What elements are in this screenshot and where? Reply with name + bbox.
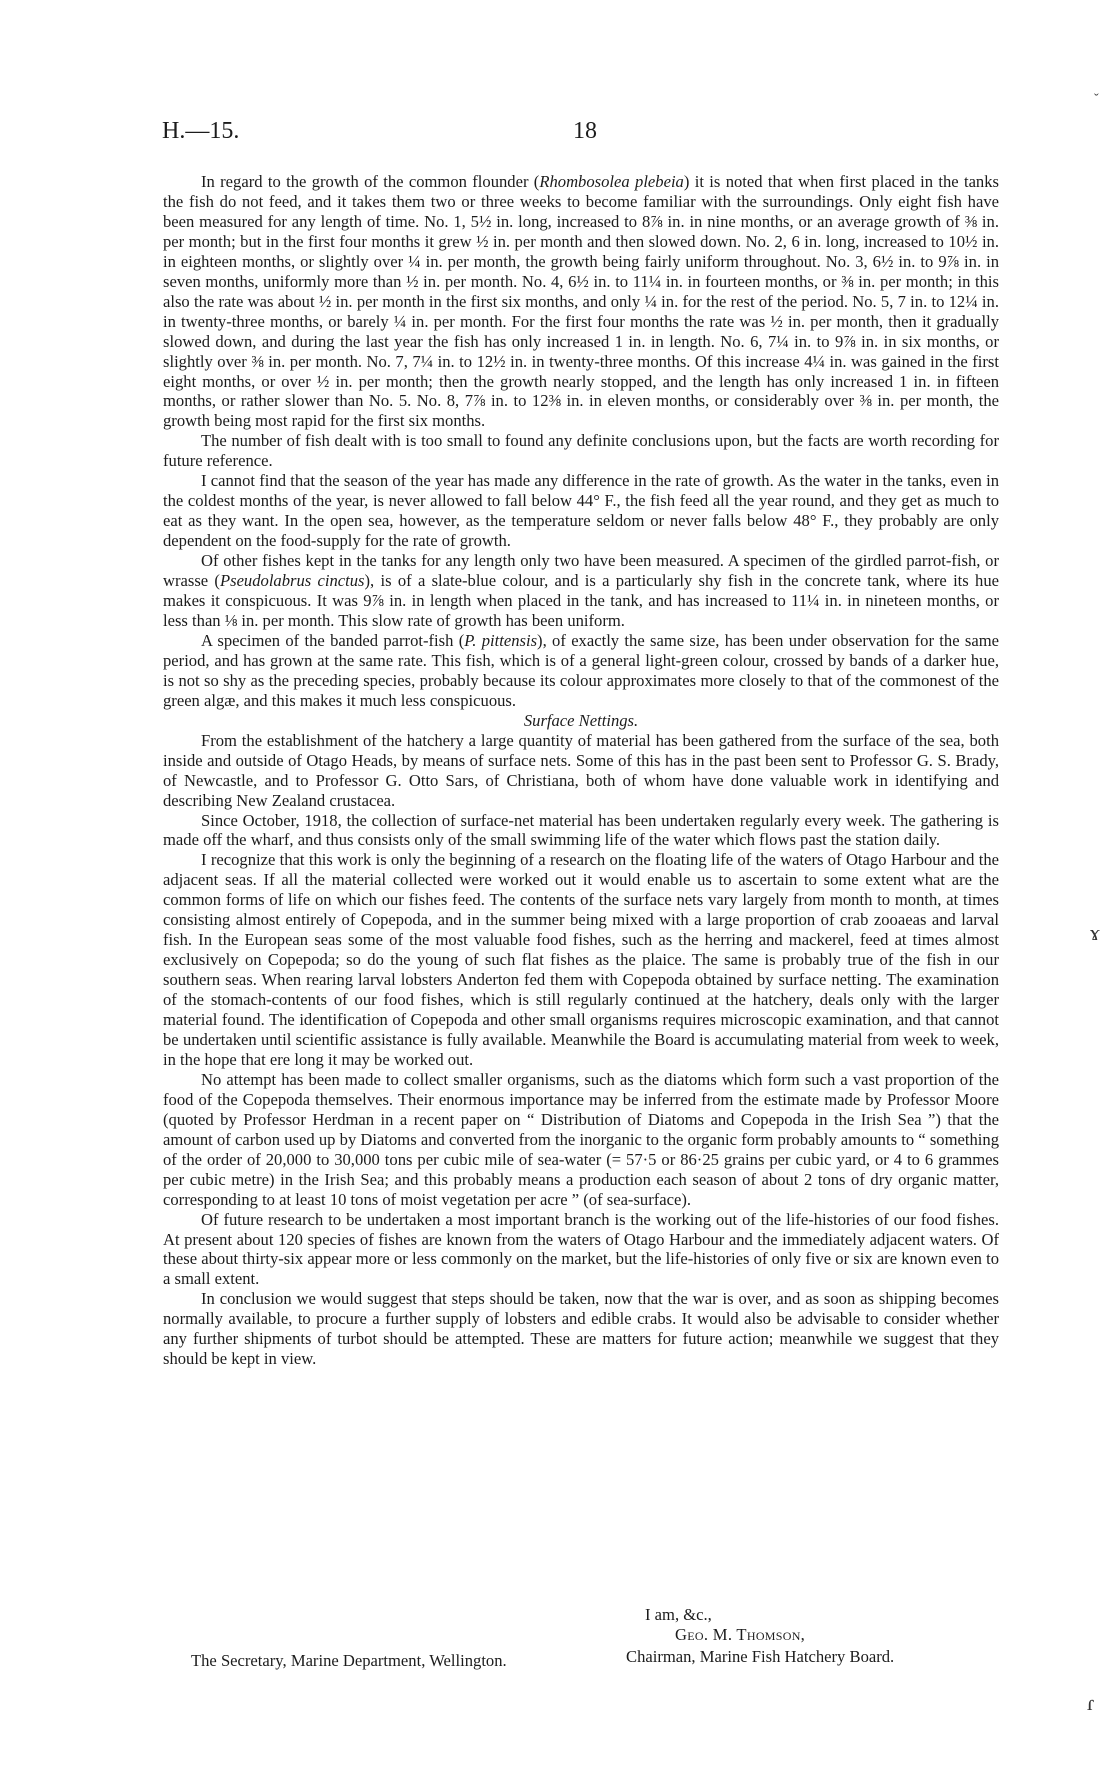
paragraph-text: ) it is noted that when first placed in the tanks the fish do not feed, and it takes them two or three weeks to become familiar with the surroundings. Only eight fish have been measured for any length of time. No. 1, 5½ in. long, increased to 8⅞ in. in nine months, or an average growth of ⅜ in. per month; but in the first four months it grew ½ in. per month and then slowed down. No. 2, 6 in. long, increased to 10½ in. in eighteen months, or slightly over ¼ in. per month, the growth being fairly uniform throughout. No. 3, 6½ in. to 9⅞ in. in seven months, uniformly more than ½ in. per month. No. 4, 6½ in. to 11¼ in. in fourteen months, or ⅜ in. per month; in this also the rate was about ½ in. per month in the first six months, and only ¼ in. for the rest of the period. No. 5, 7 in. to 12¼ in. in twenty-three months, or barely ¼ in. per month. For the first four months the rate was ½ in. per month, then it gradually slowed down, and during the last year the fish has only increased 1 in. in length. No. 6, 7¼ in. to 9⅞ in. in six months, or slightly over ⅜ in. per month. No. 7, 7¼ in. to 12½ in. in twenty-three months. Of this increase 4¼ in. was gained in the first eight months, or over ½ in. per month; then the growth nearly stopped, and the length has only increased 1 in. in fifteen months, or rather slower than No. 5. No. 8, 7⅞ in. to 12⅜ in. in eleven months, or considerably over ⅜ in. per month, the growth being most rapid for the first six months. xyxy=(163,172,999,431)
paragraph xyxy=(163,631,999,711)
paragraph-text: A specimen of the banded parrot-fish ( xyxy=(201,630,465,650)
paragraph xyxy=(163,1070,999,1210)
report-code: H.—15. xyxy=(162,118,240,144)
paragraph-text: Since October, 1918, the collection of surface-net material has been undertaken regularly every week. The gathering is made off the wharf, and thus consists only of the small swimming life of the water which flows past the station daily. xyxy=(163,810,999,850)
paragraph-text: ), is of a slate-blue colour, and is a particularly shy fish in the concrete tank, where its hue makes it conspicuous. It was 9⅞ in. in length when placed in the tank, and has increased to 11¼ in. in nineteen months, or less than ⅛ in. per month. This slow rate of growth has been uniform. xyxy=(163,571,999,630)
italic-term: P. pittensis xyxy=(464,630,538,650)
italic-term: Rhombosolea plebeia xyxy=(539,172,684,191)
italic-term: Pseudolabrus cinctus xyxy=(219,571,365,591)
paragraph xyxy=(163,731,999,811)
addressee: The Secretary, Marine Department, Wellington. xyxy=(191,1651,507,1670)
paragraph-text: The number of fish dealt with is too small to found any definite conclusions upon, but the facts are worth recording for future reference. xyxy=(163,431,999,471)
margin-mark: ɤ xyxy=(1090,920,1100,945)
signature-name: Geo. M. Thomson, xyxy=(675,1625,806,1644)
page-number: 18 xyxy=(573,118,597,144)
section-heading xyxy=(163,711,999,731)
paragraph-text: Of future research to be undertaken a most important branch is the working out of the life-histories of our food fishes. At present about 120 species of fishes are known from the waters of Otago Harbour and the immediately adjacent waters. Of these about thirty-six appear more or less commonly on the market, but the life-histories of only five or six are known even to a small extent. xyxy=(163,1209,999,1289)
paragraph-text: In conclusion we would suggest that steps should be taken, now that the war is over, and as soon as shipping becomes normally available, to procure a further supply of lobsters and edible crabs. It would also be advisable to consider whether any further shipments of turbot should be attempted. These are matters for future action; meanwhile we suggest that they should be kept in view. xyxy=(163,1289,999,1369)
paragraph xyxy=(163,431,999,471)
paragraph xyxy=(163,811,999,851)
paragraph xyxy=(163,1210,999,1290)
paragraph xyxy=(163,1289,999,1369)
paragraph-text: Surface Nettings. xyxy=(523,710,639,730)
paragraph-text: From the establishment of the hatchery a large quantity of material has been gathered from the surface of the sea, both inside and outside of Otago Heads, by means of surface nets. Some of this has in the past been sent to Professor G. S. Brady, of Newcastle, and to Professor G. Otto Sars, of Christiana, both of whom have done valuable work in identifying and describing New Zealand crustacea. xyxy=(163,730,999,810)
paragraph-text: I cannot find that the season of the year has made any difference in the rate of growth. As the water in the tanks, even in the coldest months of the year, is never allowed to fall below 44° F., the fish feed all the year round, and they get as much to eat as they want. In the open sea, however, as the temperature seldom or never falls below 48° F., they probably are only dependent on the food-supply for the rate of growth. xyxy=(163,471,999,551)
margin-mark: ɾ xyxy=(1087,1690,1095,1715)
signature-title: Chairman, Marine Fish Hatchery Board. xyxy=(626,1647,895,1666)
report-body xyxy=(163,172,999,1369)
paragraph xyxy=(163,471,999,551)
paragraph-text: In regard to the growth of the common flounder ( xyxy=(201,172,540,191)
paragraph-text: I recognize that this work is only the beginning of a research on the floating life of the waters of Otago Harbour and the adjacent seas. If all the material collected were worked out it would enable us to ascertain to some extent what are the common forms of life on which our fishes feed. The contents of the surface nets vary largely from month to month, at times consisting almost entirely of Copepoda, and in the summer being mixed with a large proportion of crab zooaeas and larval fish. In the European seas some of the most valuable food fishes, such as the herring and mackerel, feed at times almost exclusively on Copepoda; so do the young of such flat fishes as the plaice. The same is probably true of the fish in our southern seas. When rearing larval lobsters Anderton fed them with Copepoda obtained by surface netting. The examination of the stomach-contents of our food fishes, which is still regularly continued at the hatchery, deals only with the larger material found. The identification of Copepoda and other small organisms requires microscopic examination, and that cannot be undertaken until scientific assistance is fully available. Meanwhile the Board is accumulating material from week to week, in the hope that ere long it may be worked out. xyxy=(163,850,999,1069)
paragraph xyxy=(163,172,999,431)
margin-mark: ˇ xyxy=(1094,92,1099,107)
paragraph xyxy=(163,551,999,631)
paragraph-text: Of other fishes kept in the tanks for any length only two have been measured. A specimen of the girdled parrot-fish, or wrasse ( xyxy=(163,551,999,591)
paragraph xyxy=(163,850,999,1069)
paragraph-text: ), of exactly the same size, has been under observation for the same period, and has grown at the same rate. This fish, which is of a general light-green colour, crossed by bands of a darker hue, is not so shy as the preceding species, probably because its colour approximates more closely to that of the commonest of the green algæ, and this makes it much less conspicuous. xyxy=(163,630,1000,710)
paragraph-text: No attempt has been made to collect smaller organisms, such as the diatoms which form such a vast proportion of the food of the Copepoda themselves. Their enormous importance may be inferred from the estimate made by Professor Moore (quoted by Professor Herdman in a recent paper on “ Distribution of Diatoms and Copepoda in the Irish Sea ”) that the amount of carbon used up by Diatoms and converted from the inorganic to the organic form probably amounts to “ something of the order of 20,000 to 30,000 tons per cubic mile of sea-water (= 57·5 or 86·25 grains per cubic yard, or 4 to 6 grammes per cubic metre) in the Irish Sea; and this probably means a production each season of about 2 tons of dry organic matter, corresponding to at least 10 tons of moist vegetation per acre ” (of sea-surface). xyxy=(163,1069,999,1209)
signature-closing: I am, &c., xyxy=(645,1605,712,1624)
